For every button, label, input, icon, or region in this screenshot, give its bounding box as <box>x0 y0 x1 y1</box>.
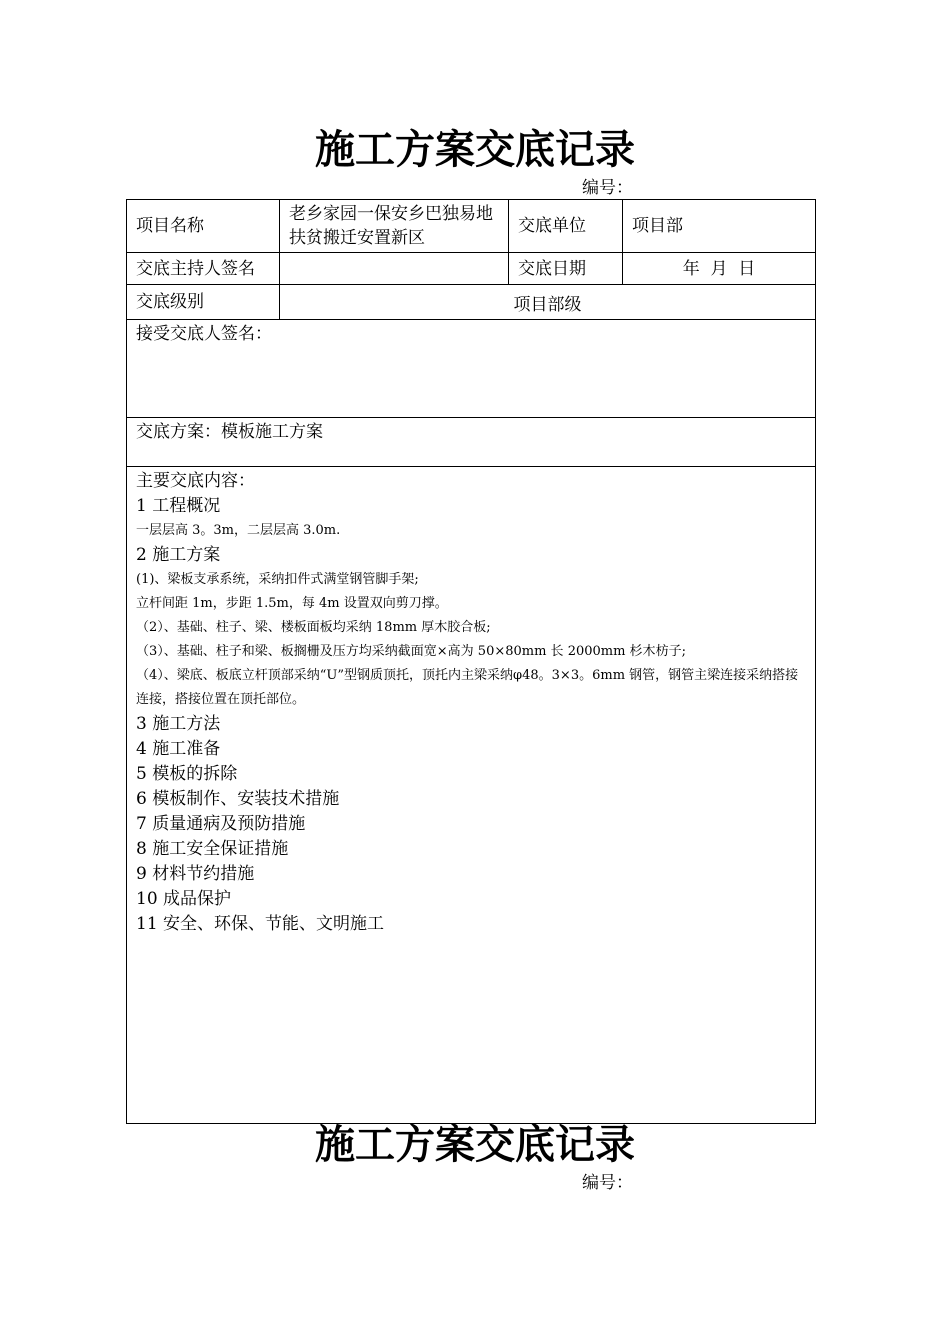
project-name-value[interactable]: 老乡家园一保安乡巴独易地扶贫搬迁安置新区 <box>280 200 509 253</box>
receiver-signature-label[interactable]: 接受交底人签名： <box>127 320 816 418</box>
content-heading: 2 施工方案 <box>136 545 221 565</box>
unit-value[interactable]: 项目部 <box>623 200 816 253</box>
date-value[interactable]: 年 月 日 <box>623 253 816 285</box>
content-cell <box>127 467 816 1124</box>
host-signature-field[interactable] <box>280 253 509 285</box>
content-detail: 立杆间距 1m，步距 1.5m，每 4m 设置双向剪刀撑。 <box>136 596 448 611</box>
host-row <box>127 253 816 285</box>
content-list <box>136 494 806 937</box>
level-value[interactable]: 项目部级 <box>280 285 816 320</box>
level-label: 交底级别 <box>127 285 280 320</box>
content-heading: 3 施工方法 <box>136 714 221 734</box>
content-detail: (1)、梁板支承系统，采纳扣件式满堂钢管脚手架; <box>136 572 419 587</box>
unit-label: 交底单位 <box>509 200 623 253</box>
content-heading: 1 工程概况 <box>136 496 221 516</box>
plan-row <box>127 418 816 467</box>
page-title: 施工方案交底记录 <box>315 126 635 173</box>
record-number-label: 编号： <box>582 178 633 198</box>
content-row <box>127 467 816 1124</box>
content-detail: （2）、基础、柱子、梁、楼板面板均采纳 18mm 厚木胶合板; <box>136 620 491 635</box>
content-heading: 7 质量通病及预防措施 <box>136 814 306 834</box>
content-heading: 4 施工准备 <box>136 739 221 759</box>
content-heading: 10 成品保护 <box>136 889 232 909</box>
content-detail: （4）、梁底、板底立杆顶部采纳“U”型钢质顶托，顶托内主梁采纳φ48。3×3。6mm 钢管，钢管主梁连接采纳搭接连接，搭接位置在顶托部位。 <box>136 668 799 707</box>
content-heading: 8 施工安全保证措施 <box>136 839 289 859</box>
host-signature-label: 交底主持人签名 <box>127 253 280 285</box>
level-row <box>127 285 816 320</box>
content-label: 主要交底内容： <box>136 471 255 491</box>
content-heading: 5 模板的拆除 <box>136 764 238 784</box>
receiver-row <box>127 320 816 418</box>
date-label: 交底日期 <box>509 253 623 285</box>
next-page-title: 施工方案交底记录 <box>315 1121 635 1168</box>
handover-record-table <box>126 199 816 1124</box>
project-row <box>127 200 816 253</box>
content-detail: 一层层高 3。3m，二层层高 3.0m. <box>136 523 341 538</box>
content-detail: （3）、基础、柱子和梁、板搁栅及压方均采纳截面宽×高为 50×80mm 长 2000mm 杉木枋子; <box>136 644 686 659</box>
project-name-label: 项目名称 <box>127 200 280 253</box>
content-heading: 6 模板制作、安装技术措施 <box>136 789 340 809</box>
content-heading: 9 材料节约措施 <box>136 864 255 884</box>
content-heading: 11 安全、环保、节能、文明施工 <box>136 914 385 934</box>
next-record-number-label: 编号： <box>582 1173 633 1193</box>
plan-label: 交底方案：模板施工方案 <box>127 418 816 467</box>
